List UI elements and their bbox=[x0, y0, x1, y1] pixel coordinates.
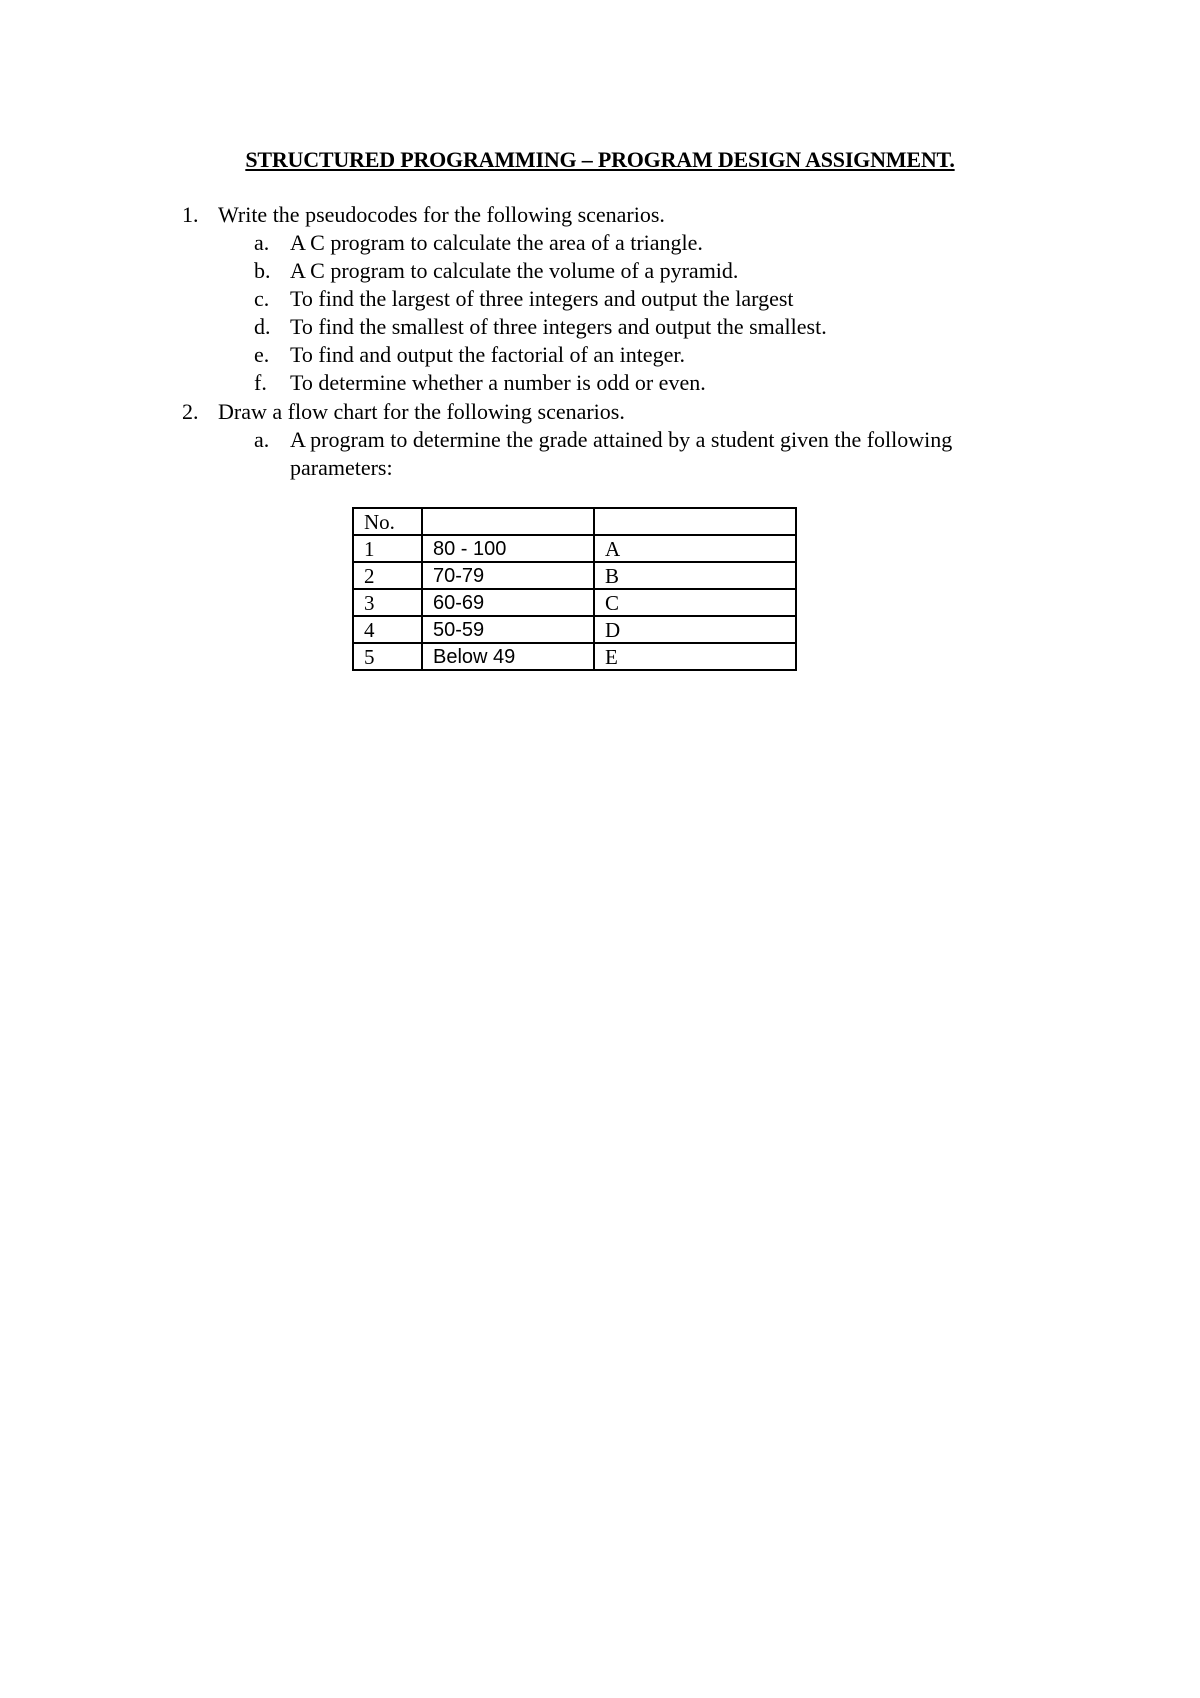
grade-table-header-cell: No. bbox=[353, 508, 422, 535]
question-2a-text-line1: A program to determine the grade attained by a student given the following bbox=[290, 427, 953, 452]
question-1f-text: To determine whether a number is odd or even. bbox=[290, 370, 706, 395]
grade-table-row bbox=[353, 589, 796, 616]
question-1c-letter: c. bbox=[254, 286, 270, 311]
document-title: STRUCTURED PROGRAMMING – PROGRAM DESIGN ASSIGNMENT. bbox=[245, 147, 955, 172]
grade-table-cell-range: 70-79 bbox=[422, 562, 594, 589]
grade-table-row bbox=[353, 562, 796, 589]
grade-table-cell-grade: E bbox=[594, 643, 796, 670]
grade-table-row bbox=[353, 616, 796, 643]
grade-table-row bbox=[353, 643, 796, 670]
grade-table-cell-no: 5 bbox=[353, 643, 422, 670]
question-1b-letter: b. bbox=[254, 258, 271, 283]
question-1d-letter: d. bbox=[254, 314, 271, 339]
grade-table-row bbox=[353, 535, 796, 562]
question-1-number: 1. bbox=[182, 202, 199, 227]
question-1d-text: To find the smallest of three integers and output the smallest. bbox=[290, 314, 827, 339]
question-2-text: Draw a flow chart for the following scenarios. bbox=[218, 399, 625, 424]
question-1a-letter: a. bbox=[254, 230, 270, 255]
question-1e-text: To find and output the factorial of an integer. bbox=[290, 342, 685, 367]
question-1a-text: A C program to calculate the area of a triangle. bbox=[290, 230, 703, 255]
question-1f-letter: f. bbox=[254, 370, 267, 395]
grade-table-header-cell bbox=[594, 508, 796, 535]
question-2a-text-line2: parameters: bbox=[290, 455, 393, 480]
question-1b-text: A C program to calculate the volume of a pyramid. bbox=[290, 258, 739, 283]
grade-table-cell-grade: D bbox=[594, 616, 796, 643]
question-1e-letter: e. bbox=[254, 342, 270, 367]
grade-table-header-row bbox=[353, 508, 796, 535]
grade-table-header-cell bbox=[422, 508, 594, 535]
grade-table-cell-range: 80 - 100 bbox=[422, 535, 594, 562]
grade-table-cell-no: 2 bbox=[353, 562, 422, 589]
grade-table-cell-no: 3 bbox=[353, 589, 422, 616]
grade-table-cell-no: 4 bbox=[353, 616, 422, 643]
grade-table-cell-grade: C bbox=[594, 589, 796, 616]
grade-table-cell-range: 60-69 bbox=[422, 589, 594, 616]
question-1c-text: To find the largest of three integers and output the largest bbox=[290, 286, 794, 311]
grade-table-cell-grade: A bbox=[594, 535, 796, 562]
question-1-text: Write the pseudocodes for the following scenarios. bbox=[218, 202, 665, 227]
question-2a-letter: a. bbox=[254, 427, 270, 452]
grade-table bbox=[352, 507, 797, 671]
grade-table-cell-grade: B bbox=[594, 562, 796, 589]
grade-table-cell-range: 50-59 bbox=[422, 616, 594, 643]
grade-table-cell-no: 1 bbox=[353, 535, 422, 562]
question-2-number: 2. bbox=[182, 399, 199, 424]
grade-table-cell-range: Below 49 bbox=[422, 643, 594, 670]
